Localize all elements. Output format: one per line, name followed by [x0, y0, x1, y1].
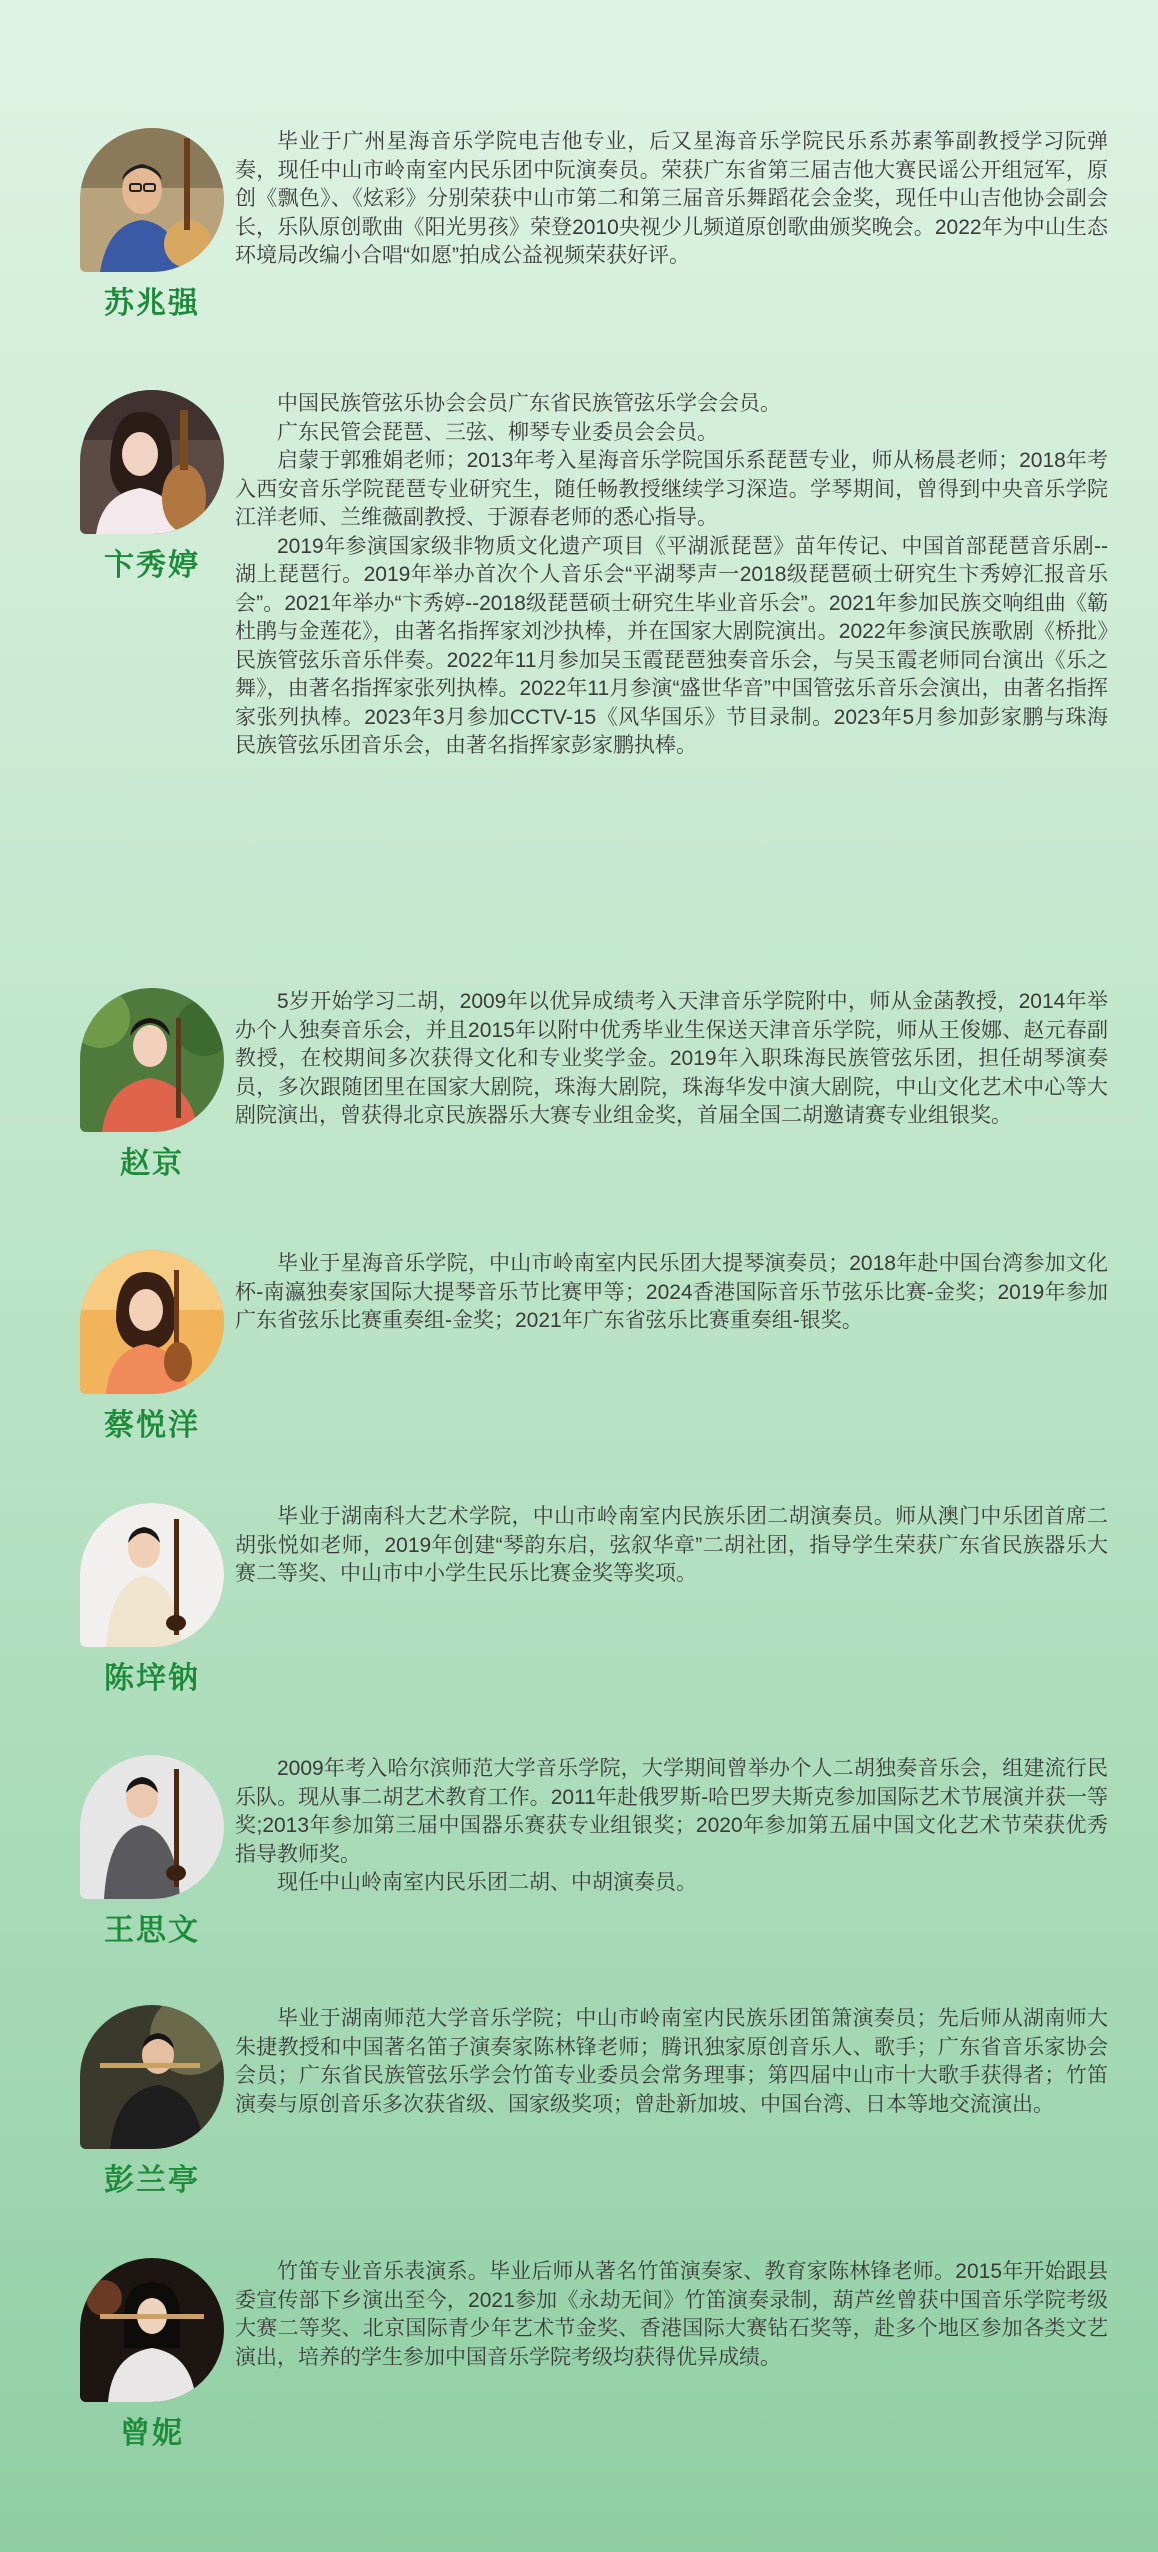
profile-avatar-column	[80, 1250, 224, 1444]
bio-paragraph: 毕业于湖南科大艺术学院，中山市岭南室内民族乐团二胡演奏员。师从澳门中乐团首席二胡张悦如老师，2019年创建“琴韵东启，弦叙华章”二胡社团，指导学生荣获广东省民族器乐大赛二等奖、中山市中小学生民乐比赛金奖等奖项。	[235, 1505, 1108, 1585]
musician-bio	[235, 988, 1108, 1131]
musician-name: 彭兰亭	[104, 2164, 200, 2197]
musician-name: 蔡悦洋	[104, 1409, 200, 1442]
bio-paragraph: 中国民族管弦乐协会会员广东省民族管弦乐学会会员。	[277, 392, 781, 415]
musician-bio	[235, 1503, 1108, 1589]
musician-bio	[235, 2258, 1108, 2372]
portrait-photo	[80, 1755, 224, 1899]
bio-paragraph: 启蒙于郭雅娟老师；2013年考入星海音乐学院国乐系琵琶专业，师从杨晨老师；2018年考入西安音乐学院琵琶专业研究生，随任畅教授继续学习深造。学琴期间，曾得到中央音乐学院江洋老师、兰维薇副教授、于源春老师的悉心指导。	[235, 449, 1108, 529]
musician-name: 赵京	[120, 1147, 184, 1180]
profile-avatar-column	[80, 988, 224, 1182]
portrait-photo	[80, 390, 224, 534]
bio-paragraph: 2009年考入哈尔滨师范大学音乐学院，大学期间曾举办个人二胡独奏音乐会，组建流行民乐队。现从事二胡艺术教育工作。2011年赴俄罗斯-哈巴罗夫斯克参加国际艺术节展演并获一等奖;2013年参加第三届中国器乐赛获专业组银奖；2020年参加第五届中国文化艺术节荣获优秀指导教师奖。	[235, 1757, 1108, 1866]
bio-paragraph: 现任中山岭南室内民乐团二胡、中胡演奏员。	[277, 1871, 697, 1894]
portrait-photo	[80, 2258, 224, 2402]
portrait-photo	[80, 2005, 224, 2149]
profile-avatar-column	[80, 1755, 224, 1949]
profile-avatar-column	[80, 128, 224, 322]
musician-bio	[235, 128, 1108, 271]
bio-paragraph: 2019年参演国家级非物质文化遗产项目《平湖派琵琶》苗年传记、中国首部琵琶音乐剧--湖上琵琶行。2019年举办首次个人音乐会“平湖琴声一2018级琵琶硕士研究生卞秀婷汇报音乐会”。2021年举办“卞秀婷--2018级琵琶硕士研究生毕业音乐会”。2021年参加民族交响组曲《簕杜鹃与金莲花》，由著名指挥家刘沙执棒，并在国家大剧院演出。2022年参演民族歌剧《桥批》民族管弦乐音乐伴奏。2022年11月参加吴玉霞琵琶独奏音乐会，与吴玉霞老师同台演出《乐之舞》，由著名指挥家张列执棒。2022年11月参演“盛世华音”中国管弦乐音乐会演出，由著名指挥家张列执棒。2023年3月参加CCTV-15《风华国乐》节目录制。2023年5月参加彭家鹏与珠海民族管弦乐团音乐会，由著名指挥家彭家鹏执棒。	[235, 534, 1108, 757]
profile-avatar-column	[80, 2258, 224, 2452]
profile-avatar-column	[80, 1503, 224, 1697]
portrait-illustration	[80, 390, 224, 534]
portrait-illustration	[80, 128, 224, 272]
portrait-illustration	[80, 2005, 224, 2149]
musician-name: 卞秀婷	[104, 549, 200, 582]
musician-bio	[235, 390, 1108, 761]
bio-paragraph: 毕业于湖南师范大学音乐学院；中山市岭南室内民族乐团笛箫演奏员；先后师从湖南师大朱捷教授和中国著名笛子演奏家陈林锋老师；腾讯独家原创音乐人、歌手；广东省音乐家协会会员；广东省民族管弦乐学会竹笛专业委员会常务理事；第四届中山市十大歌手获得者；竹笛演奏与原创音乐多次获省级、国家级奖项；曾赴新加坡、中国台湾、日本等地交流演出。	[235, 2007, 1108, 2116]
musician-name: 陈垶钠	[104, 1662, 200, 1695]
bio-paragraph: 毕业于星海音乐学院，中山市岭南室内民乐团大提琴演奏员；2018年赴中国台湾参加文化杯-南瀛独奏家国际大提琴音乐节比赛甲等；2024香港国际音乐节弦乐比赛-金奖；2019年参加广东省弦乐比赛重奏组-金奖；2021年广东省弦乐比赛重奏组-银奖。	[235, 1252, 1108, 1332]
bio-paragraph: 广东民管会琵琶、三弦、柳琴专业委员会会员。	[277, 420, 718, 444]
bio-paragraph: 竹笛专业音乐表演系。毕业后师从著名竹笛演奏家、教育家陈林锋老师。2015年开始跟县委宣传部下乡演出至今，2021参加《永劫无间》竹笛演奏录制，葫芦丝曾获中国音乐学院考级大赛二等奖、北京国际青少年艺术节金奖、香港国际大赛钻石奖等，赴多个地区参加各类文艺演出，培养的学生参加中国音乐学院考级均获得优异成绩。	[235, 2260, 1108, 2369]
musician-name: 曾妮	[120, 2417, 184, 2450]
portrait-photo	[80, 128, 224, 272]
portrait-photo	[80, 1503, 224, 1647]
profile-avatar-column	[80, 390, 224, 584]
portrait-illustration	[80, 2258, 224, 2402]
bio-paragraph: 毕业于广州星海音乐学院电吉他专业，后又星海音乐学院民乐系苏素筝副教授学习阮弹奏，现任中山市岭南室内民乐团中阮演奏员。荣获广东省第三届吉他大赛民谣公开组冠军，原创《飘色》、《炫彩》分别荣获中山市第二和第三届音乐舞蹈花会金奖，现任中山吉他协会副会长，乐队原创歌曲《阳光男孩》荣登2010央视少儿频道原创歌曲颁奖晚会。2022年为中山生态环境局改编小合唱“如愿”拍成公益视频荣获好评。	[235, 130, 1108, 267]
portrait-illustration	[80, 1755, 224, 1899]
portrait-photo	[80, 1250, 224, 1394]
musician-bio	[235, 2005, 1108, 2119]
bio-paragraph: 5岁开始学习二胡，2009年以优异成绩考入天津音乐学院附中，师从金菡教授，2014年举办个人独奏音乐会，并且2015年以附中优秀毕业生保送天津音乐学院，师从王俊娜、赵元春副教授，在校期间多次获得文化和专业奖学金。2019年入职珠海民族管弦乐团，担任胡琴演奏员，多次跟随团里在国家大剧院，珠海大剧院，珠海华发中演大剧院，中山文化艺术中心等大剧院演出，曾获得北京民族器乐大赛专业组金奖，首届全国二胡邀请赛专业组银奖。	[235, 990, 1108, 1127]
musician-bio	[235, 1250, 1108, 1336]
portrait-illustration	[80, 1250, 224, 1394]
portrait-illustration	[80, 1503, 224, 1647]
musician-name: 苏兆强	[104, 287, 200, 320]
portrait-illustration	[80, 988, 224, 1132]
musician-bio	[235, 1755, 1108, 1898]
musician-name: 王思文	[104, 1914, 200, 1947]
portrait-photo	[80, 988, 224, 1132]
profile-avatar-column	[80, 2005, 224, 2199]
